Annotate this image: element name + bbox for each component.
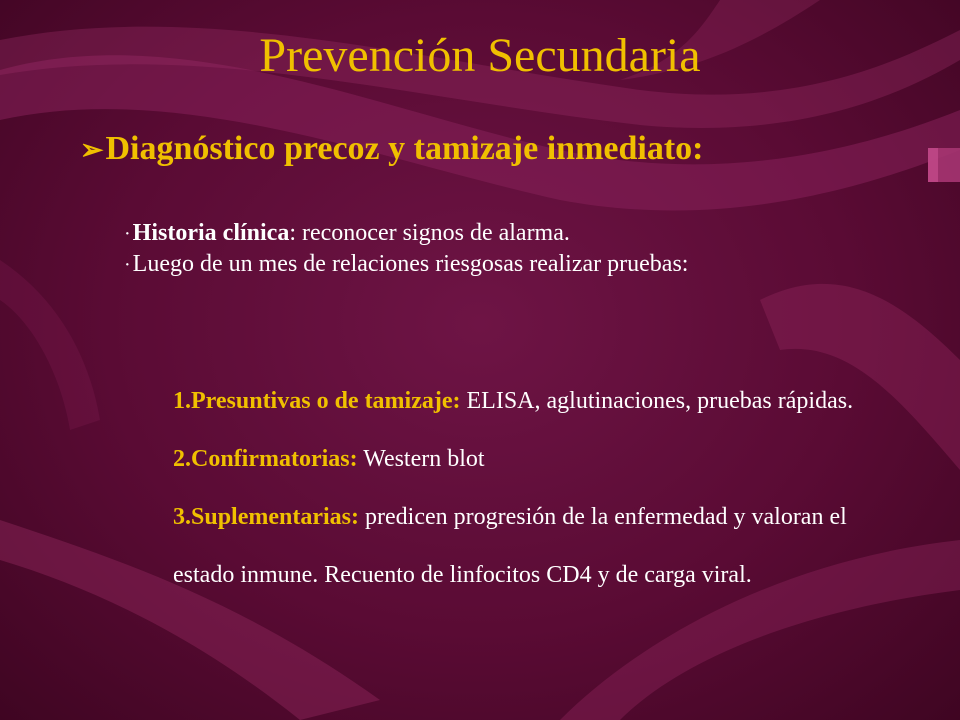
numbered-item-label: 2.Confirmatorias: xyxy=(173,446,358,472)
numbered-item-text: predicen progresión de la enfermedad y valoran el estado inmune. Recuento de linfocitos CD4 y de carga viral. xyxy=(173,504,847,588)
bullet-bold-text: Historia clínica xyxy=(132,220,290,246)
arrow-bullet-icon: ➢ xyxy=(80,135,104,166)
bullet-list xyxy=(124,218,784,280)
bullet-text: Luego de un mes de relaciones riesgosas realizar pruebas: xyxy=(132,251,689,277)
bullet-text: : reconocer signos de alarma. xyxy=(289,220,570,246)
numbered-item-text: ELISA, aglutinaciones, pruebas rápidas. xyxy=(460,388,854,414)
numbered-list xyxy=(173,372,873,604)
dot-bullet-icon: · xyxy=(124,254,131,276)
numbered-item-label: 1.Presuntivas o de tamizaje: xyxy=(173,388,461,414)
section-heading xyxy=(80,130,704,168)
numbered-item-text: Western blot xyxy=(357,446,485,472)
numbered-item-label: 3.Suplementarias: xyxy=(173,504,359,530)
bullet-item xyxy=(124,249,784,280)
ribbon-square-shade xyxy=(928,148,938,182)
slide-title: Prevención Secundaria xyxy=(259,29,701,82)
ribbon-shape xyxy=(0,260,100,430)
numbered-item xyxy=(173,372,873,430)
section-heading-text: Diagnóstico precoz y tamizaje inmediato: xyxy=(105,130,704,167)
bullet-item xyxy=(124,218,784,249)
numbered-item xyxy=(173,430,873,488)
numbered-item xyxy=(173,488,873,604)
dot-bullet-icon: · xyxy=(124,223,131,245)
